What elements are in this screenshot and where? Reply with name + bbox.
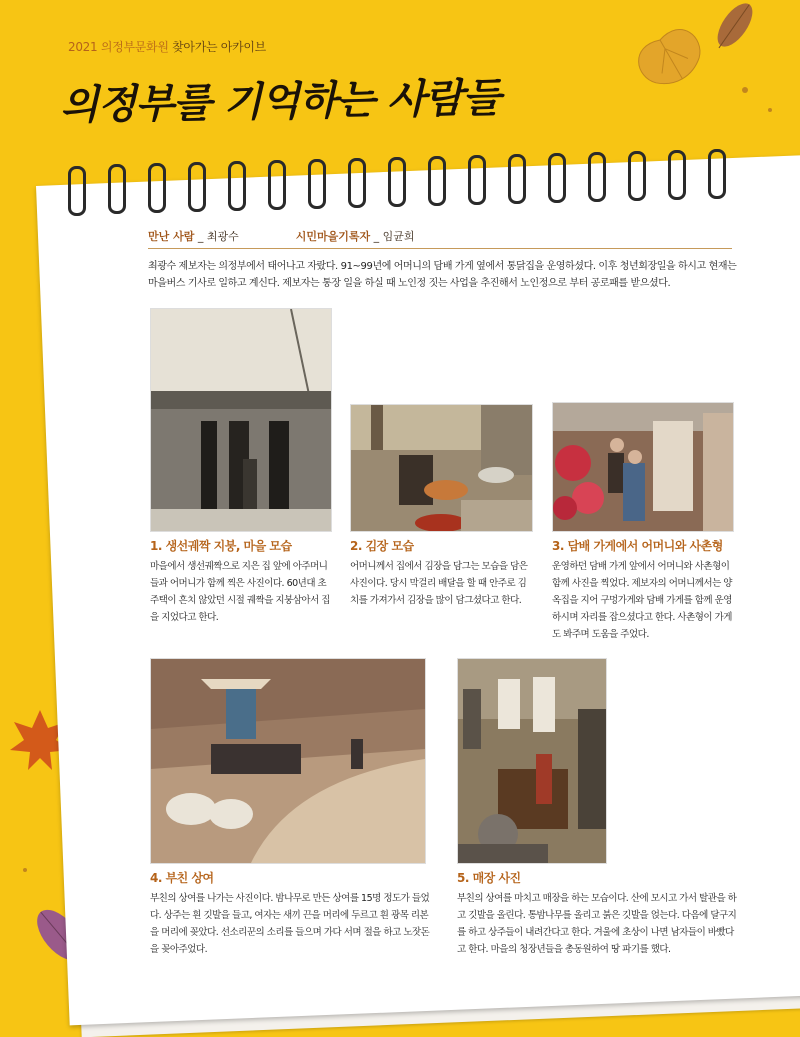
caption-heading: 2. 김장 모습 xyxy=(350,539,414,553)
caption-text: 부친의 상여를 나가는 사진이다. 밤나무로 만든 상여를 15명 정도가 들었다. 상주는 흰 깃발을 들고, 여자는 새끼 끈을 머리에 두르고 흰 광목 리본을 머리에 꽂았다. 선소리꾼의 소리를 들으며 가다 서며 절을 하고 노잣돈을 꽂아주었다. xyxy=(150,893,430,955)
ring-icon xyxy=(268,160,286,210)
funeral-procession-photo xyxy=(150,658,426,864)
ring-icon xyxy=(548,153,566,203)
intro-text: 최광수 제보자는 의정부에서 태어나고 자랐다. 91~99년에 어머니의 담배 가게 옆에서 통닭집을 운영하셨다. 이후 청년회장일을 하시고 현재는 마을버스 기사로 일하고 계신다. 제보자는 통장 일을 하실 때 노인정 짓는 사업을 추진해서 노인정으로 부터 공로패를 받으셨다. xyxy=(148,261,737,289)
tobacco-shop-photo xyxy=(552,402,734,532)
subtitle-accent: 2021 의정부문화원 xyxy=(68,40,169,54)
divider xyxy=(148,248,732,249)
spiral-binding xyxy=(68,158,728,218)
caption-3 xyxy=(552,537,736,643)
ring-icon xyxy=(108,164,126,214)
black-white-family-photo xyxy=(150,308,332,532)
separator: _ xyxy=(373,230,380,243)
interviewee-label: 만난 사람 xyxy=(148,230,195,243)
caption-4 xyxy=(150,869,434,958)
caption-heading: 4. 부친 상여 xyxy=(150,871,214,885)
kimchi-making-photo xyxy=(350,404,533,532)
ring-icon xyxy=(68,166,86,216)
ring-icon xyxy=(148,163,166,213)
caption-text: 운영하던 담배 가게 앞에서 어머니와 사촌형이 함께 사진을 찍었다. 제보자의 어머니께서는 양옥집을 지어 구멍가게와 담배 가게를 함께 운영하시며 자리를 잡으셨다고 한다. 사촌형이 가게도 봐주며 도움을 주었다. xyxy=(552,561,732,640)
ring-icon xyxy=(588,152,606,202)
caption-2 xyxy=(350,537,532,609)
recorder-label: 시민마을기록자 xyxy=(295,230,371,243)
caption-text: 어머니께서 집에서 김장을 담그는 모습을 담은 사진이다. 당시 막걸리 배달을 할 때 안주로 김치를 가져가서 김장을 많이 담그셨다고 한다. xyxy=(350,561,528,606)
ring-icon xyxy=(228,161,246,211)
brown-leaf-icon xyxy=(709,0,759,55)
ring-icon xyxy=(388,157,406,207)
ring-icon xyxy=(308,159,326,209)
caption-5 xyxy=(457,869,741,958)
recorder-name: 임균희 xyxy=(382,230,415,243)
caption-heading: 3. 담배 가게에서 어머니와 사촌형 xyxy=(552,539,723,553)
ring-icon xyxy=(708,149,726,199)
ring-icon xyxy=(188,162,206,212)
burial-photo xyxy=(457,658,607,864)
header-subtitle xyxy=(68,38,266,55)
ring-icon xyxy=(428,156,446,206)
caption-text: 마을에서 생선궤짝으로 지은 집 앞에 아주머니들과 어머니가 함께 찍은 사진이다. 60년대 초 주택이 흔치 않았던 시절 궤짝을 지붕삼아서 집을 지었다고 한다. xyxy=(150,561,330,623)
page-title: 의정부를 기억하는 사람들 xyxy=(59,74,501,129)
ring-icon xyxy=(508,154,526,204)
ginkgo-leaf-icon xyxy=(631,22,710,95)
caption-heading: 1. 생선궤짝 지붕, 마을 모습 xyxy=(150,539,292,553)
interview-meta xyxy=(148,228,415,244)
ring-icon xyxy=(668,150,686,200)
separator: _ xyxy=(197,230,204,243)
interviewee-name: 최광수 xyxy=(206,230,239,243)
caption-1 xyxy=(150,537,332,626)
caption-heading: 5. 매장 사진 xyxy=(457,871,521,885)
ring-icon xyxy=(628,151,646,201)
ring-icon xyxy=(348,158,366,208)
ring-icon xyxy=(468,155,486,205)
subtitle-rest: 찾아가는 아카이브 xyxy=(172,40,266,54)
caption-text: 부친의 상여를 마치고 매장을 하는 모습이다. 산에 모시고 가서 탈관을 하고 깃발을 올린다. 통밤나무를 올리고 붉은 깃발을 얹는다. 다음에 달구지를 하고 상주들이 내려간다고 한다. 겨울에 초상이 나면 남자들이 바빴다고 한다. 마을의 청장년들을 총동원하여 땅 파기를 했다. xyxy=(457,893,737,955)
